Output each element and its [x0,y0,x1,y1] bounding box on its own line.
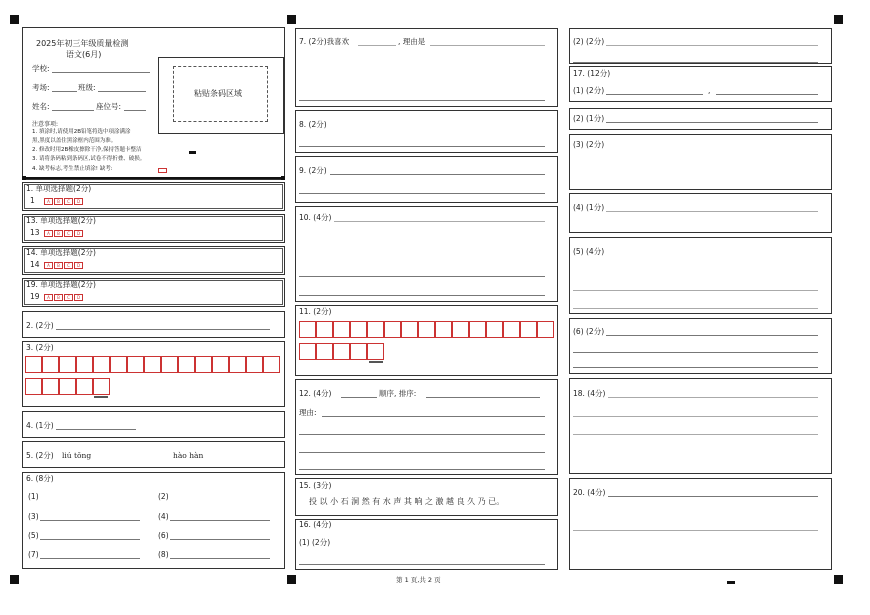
q17-1-blank[interactable] [606,94,703,95]
q12-order-label: 顺序, 排序: [379,389,417,398]
q5-label: 5. (2分) [26,451,54,460]
mc-title: 19. 单项选择题(2分) [26,280,96,289]
exam-title: 2025年初三年级质量检测 [36,39,129,48]
q7-answer-line[interactable] [299,100,545,101]
note-line: 4. 缺考标志,考生禁止填涂! 缺考: [32,166,113,172]
name-label: 姓名: [32,102,50,111]
registration-mark [287,15,296,24]
mc-options[interactable] [44,229,84,238]
q17-5-answer-line[interactable] [573,308,818,309]
q8-answer-line[interactable] [299,146,545,147]
q6-item: (7) [28,550,39,559]
q12-reason-label: 理由: [299,408,317,417]
q16-2-block [569,28,832,64]
seat-label: 座位号: [96,102,122,111]
q5-pinyin-a: liú tǒng [62,451,92,460]
registration-mark [727,581,735,584]
q15-label: 15. (3分) [299,481,332,490]
q17-6-answer-line[interactable] [573,352,818,353]
q17-6-block [569,318,832,374]
q17-4-label: (4) (1分) [573,203,605,212]
q12-blank[interactable] [341,397,377,398]
mc-title: 13. 单项选择题(2分) [26,216,96,225]
registration-mark [10,575,19,584]
q18-label: 18. (4分) [573,389,606,398]
q6-item: (5) [28,531,39,540]
room-label: 考场: [32,83,50,92]
q16-label: 16. (4分) [299,520,332,529]
q20-answer-line[interactable] [573,530,818,531]
separator-mark [281,176,285,180]
q6-answer-line[interactable] [170,539,270,540]
q4-label: 4. (1分) [26,421,54,430]
q12-answer-line[interactable] [299,434,545,435]
q17-4-block [569,193,832,233]
option-c[interactable]: C [64,230,73,237]
q17-label: 17. (12分) [573,69,611,78]
class-label: 班级: [78,83,96,92]
q10-answer-line[interactable] [299,295,545,296]
registration-mark [287,575,296,584]
q7-label: 7. (2分)我喜欢 [299,37,350,46]
option-c[interactable]: C [64,294,73,301]
option-c[interactable]: C [64,198,73,205]
option-d[interactable]: D [74,230,83,237]
q3-block [22,341,285,407]
q17-2-label: (2) (1分) [573,114,605,123]
q7-answer-line[interactable] [430,45,545,46]
mc-number: 1 [30,196,35,205]
q10-label: 10. (4分) [299,213,332,222]
q17-1-label: (1) (2分) [573,86,605,95]
option-b[interactable]: B [54,294,63,301]
notes-title: 注意事项: [32,121,59,128]
q17-3-label: (3) (2分) [573,140,605,149]
q9-answer-line[interactable] [330,174,545,175]
q12-label: 12. (4分) [299,389,332,398]
registration-mark [834,575,843,584]
q18-answer-line[interactable] [608,397,818,398]
registration-mark [10,15,19,24]
registration-mark [834,15,843,24]
q3-grid-row-2[interactable] [25,378,110,395]
q20-answer-line[interactable] [608,496,818,497]
q8-label: 8. (2分) [299,120,327,129]
q6-answer-line[interactable] [40,558,140,559]
mc-number: 19 [30,292,40,301]
option-a[interactable]: A [44,262,53,269]
q11-grid-row-2[interactable] [299,343,384,360]
mc-number: 13 [30,228,40,237]
q17-5-answer-line[interactable] [573,290,818,291]
q9-answer-line[interactable] [299,193,545,194]
option-d[interactable]: D [74,294,83,301]
q16-2-label: (2) (2分) [573,37,605,46]
barcode-label: 粘贴条码区域 [194,89,242,98]
mc-options[interactable] [44,197,84,206]
room-field[interactable] [52,91,77,92]
absent-checkbox[interactable] [158,168,167,173]
q17-5-block [569,237,832,314]
q16-answer-line[interactable] [299,564,545,565]
q2-block [22,311,285,338]
page-footer: 第 1 页,共 2 页 [396,576,441,584]
q2-answer-line[interactable] [56,329,270,330]
q18-answer-line[interactable] [573,416,818,417]
separator-dot: , [708,86,711,95]
option-b[interactable]: B [54,198,63,205]
q3-grid-row-1[interactable] [25,356,280,373]
q6-answer-line[interactable] [40,520,140,521]
q4-block [22,411,285,438]
q12-order-line[interactable] [426,397,540,398]
q7-blank[interactable] [358,45,396,46]
option-c[interactable]: C [64,262,73,269]
q18-block [569,378,832,474]
mc-title: 14. 单项选择题(2分) [26,248,96,257]
class-field[interactable] [98,91,146,92]
q15-text[interactable]: 投 以 小 石 洞 然 有 水 声 其 响 之 激 越 良 久 乃 已。 [309,497,505,506]
q17-2-answer-line[interactable] [606,122,818,123]
q6-item: (4) [158,512,169,521]
seat-field[interactable] [124,110,146,111]
q17-1-blank[interactable] [716,94,818,95]
mc-title: 1. 单项选择题(2分) [26,184,92,193]
school-field[interactable] [52,72,150,73]
q17-2-block [569,108,832,130]
q4-answer-line[interactable] [56,429,136,430]
option-a[interactable]: A [44,230,53,237]
q12-answer-line[interactable] [299,469,545,470]
q12-answer-line[interactable] [322,416,545,417]
sample-fill-mark [189,151,196,154]
mc-options[interactable] [44,261,84,270]
q6-item: (3) [28,512,39,521]
q17-3-block [569,134,832,190]
grid-count-mark [94,396,108,398]
q16-2-answer-line[interactable] [606,45,818,46]
q6-answer-line[interactable] [170,520,270,521]
option-b[interactable]: B [54,230,63,237]
q6-item: (8) [158,550,169,559]
q7-reason-label: , 理由是 [398,37,426,46]
q12-answer-line[interactable] [299,452,545,453]
separator-bar [22,177,285,179]
q11-grid-row-1[interactable] [299,321,554,338]
q16-sub-label: (1) (2分) [299,538,331,547]
name-field[interactable] [52,110,94,111]
q6-answer-line[interactable] [170,558,270,559]
option-b[interactable]: B [54,262,63,269]
option-d[interactable]: D [74,262,83,269]
q17-6-answer-line[interactable] [573,367,818,368]
q20-block [569,478,832,570]
q12-block [295,379,558,475]
q6-item: (1) [28,492,39,501]
option-a[interactable]: A [44,294,53,301]
q9-label: 9. (2分) [299,166,327,175]
q11-label: 11. (2分) [299,307,332,316]
q5-pinyin-b: hào hàn [173,451,204,460]
separator-mark [22,176,26,180]
option-d[interactable]: D [74,198,83,205]
q17-4-answer-line[interactable] [606,211,818,212]
note-line: 2. 修改时用2B橡皮擦除干净,保持答题卡整洁 [32,147,142,153]
note-line: 黑,黑度以盖住黑涂框内范围为准。 [32,138,117,144]
q6-label: 6. (8分) [26,474,54,483]
q18-answer-line[interactable] [573,434,818,435]
option-a[interactable]: A [44,198,53,205]
q10-answer-line[interactable] [334,221,545,222]
q20-label: 20. (4分) [573,488,606,497]
q6-item: (6) [158,531,169,540]
note-line: 3. 请将条码粘到条码区,试卷不得折叠、破损。 [32,156,146,162]
q3-label: 3. (2分) [26,343,54,352]
q6-answer-line[interactable] [40,539,140,540]
note-line: 1. 填涂时,请使用2B铅笔将选中项涂满涂 [32,129,131,135]
q10-answer-line[interactable] [299,276,545,277]
grid-count-mark [369,361,383,363]
mc-number: 14 [30,260,40,269]
q6-item: (2) [158,492,169,501]
school-label: 学校: [32,64,50,73]
exam-subject: 语文(6月) [66,50,102,59]
q16-block [295,519,558,570]
q2-label: 2. (2分) [26,321,54,330]
q11-block [295,305,558,376]
q16-2-answer-line[interactable] [573,62,818,63]
q17-6-answer-line[interactable] [606,335,818,336]
q17-6-label: (6) (2分) [573,327,605,336]
mc-options[interactable] [44,293,84,302]
q9-block [295,156,558,203]
q17-5-label: (5) (4分) [573,247,605,256]
